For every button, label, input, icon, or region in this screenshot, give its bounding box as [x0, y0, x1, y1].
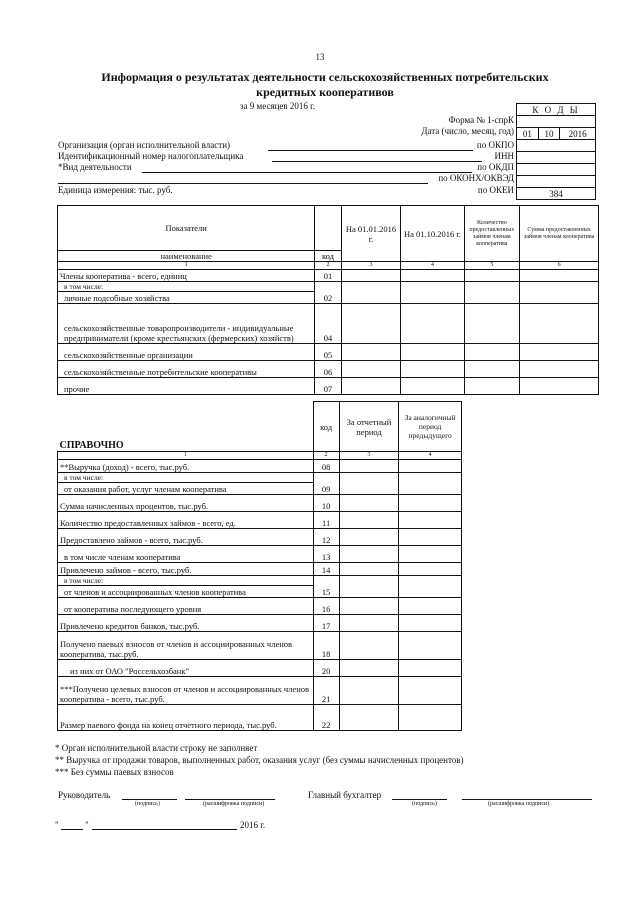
row-name: Привлечено займов - всего, тыс.руб. [58, 563, 314, 576]
page-number: 13 [315, 52, 325, 62]
row-code: 16 [313, 598, 339, 615]
value-cell[interactable] [401, 378, 464, 395]
row-code: 12 [313, 529, 339, 546]
okpo-label: по ОКПО [476, 140, 514, 150]
row-name: ***Получено целевых взносов от членов и ассоциированных членов кооператива - всего, тыс.руб. [58, 677, 314, 705]
sign-year: 2016 г. [240, 820, 266, 830]
value-cell[interactable] [339, 460, 399, 473]
members-table [57, 205, 599, 395]
value-cell[interactable] [339, 473, 399, 495]
row-code: 22 [313, 705, 339, 731]
okpo-cell[interactable] [517, 140, 596, 152]
col-date1: На 01.01.2016 г. [341, 206, 401, 262]
value-cell[interactable] [401, 282, 464, 304]
form-number-label: Форма № 1-спрК [448, 115, 514, 125]
codes-box [516, 103, 596, 200]
row-name: сельскохозяйственные товаропроизводители - индивидуальные предприниматели (кроме крестьянских (фермерских) хозяйств) [58, 304, 315, 344]
okonh-label: по ОКОНХ/ОКВЭД [438, 173, 514, 183]
value-cell[interactable] [464, 344, 520, 361]
value-cell[interactable] [399, 473, 462, 495]
value-cell[interactable] [339, 546, 399, 563]
col-num: 2 [313, 452, 339, 460]
value-cell[interactable] [464, 304, 520, 344]
head-signature-field[interactable] [122, 799, 177, 800]
head-name-field[interactable] [185, 799, 275, 800]
col-num: 1 [58, 262, 315, 270]
value-cell[interactable] [339, 529, 399, 546]
value-cell[interactable] [520, 270, 599, 282]
col-num: 6 [520, 262, 599, 270]
inn-field[interactable] [272, 161, 482, 162]
value-cell[interactable] [464, 378, 520, 395]
row-name: прочие [58, 378, 315, 395]
col-num: 3 [341, 262, 401, 270]
value-cell[interactable] [339, 660, 399, 677]
value-cell[interactable] [401, 304, 464, 344]
col-num: 1 [58, 452, 314, 460]
row-name: сельскохозяйственные организации [58, 344, 315, 361]
value-cell[interactable] [401, 270, 464, 282]
value-cell[interactable] [520, 361, 599, 378]
date-month-cell[interactable]: 10 [538, 128, 560, 140]
okei-label: по ОКЕИ [477, 185, 514, 195]
row-code: 05 [315, 344, 341, 361]
value-cell[interactable] [339, 677, 399, 705]
footnote-3: *** Без суммы паевых взносов [55, 767, 174, 777]
row-name: Количество предоставленных займов - всего, ед. [58, 512, 314, 529]
col-num: 4 [399, 452, 462, 460]
col-current: За отчетный период [339, 402, 399, 452]
col-num: 3 [339, 452, 399, 460]
okei-cell[interactable]: 384 [517, 188, 596, 200]
row-code: 20 [313, 660, 339, 677]
row-name: сельскохозяйственные потребительские кооперативы [58, 361, 315, 378]
accountant-name-field[interactable] [462, 799, 592, 800]
date-year-cell[interactable]: 2016 [560, 128, 596, 140]
okdp-cell[interactable] [517, 164, 596, 176]
value-cell[interactable] [339, 576, 399, 598]
unit-label: Единица измерения: тыс. руб. [58, 185, 173, 195]
value-cell[interactable] [399, 660, 462, 677]
reference-title: СПРАВОЧНО [58, 402, 314, 452]
col-num: 5 [464, 262, 520, 270]
inn-field-label: Идентификационный номер налогоплательщика [58, 151, 244, 161]
date-quote-open: " [55, 820, 59, 830]
value-cell[interactable] [399, 546, 462, 563]
row-code: 15 [313, 576, 339, 598]
col-previous: За аналогичный период предыдущего [399, 402, 462, 452]
value-cell[interactable] [339, 632, 399, 660]
row-code: 07 [315, 378, 341, 395]
row-name: в том числе: [58, 576, 314, 586]
col-date2: На 01.10.2016 г. [401, 206, 464, 262]
head-label: Руководитель [58, 790, 111, 800]
activity-field-line2[interactable] [58, 183, 428, 184]
row-code: 13 [313, 546, 339, 563]
row-name: в том числе: [58, 473, 314, 483]
value-cell[interactable] [339, 615, 399, 632]
value-cell[interactable] [401, 361, 464, 378]
organization-field[interactable] [268, 150, 473, 151]
row-name: от оказания работ, услуг членам кооператива [58, 483, 314, 495]
value-cell[interactable] [341, 344, 401, 361]
row-name: от членов и ассоциированных членов кооператива [58, 586, 314, 598]
chief-accountant-label: Главный бухгалтер [308, 790, 382, 800]
col-code: код [315, 251, 341, 262]
row-name: Члены кооператива - всего, единиц [58, 270, 315, 282]
row-code: 08 [313, 460, 339, 473]
activity-field[interactable] [142, 172, 472, 173]
value-cell[interactable] [399, 563, 462, 576]
report-period: за 9 месяцев 2016 г. [240, 101, 316, 111]
row-name: Предоставлено займов - всего, тыс.руб. [58, 529, 314, 546]
form-title-line2: кредитных кооперативов [256, 85, 394, 99]
footnote-2: ** Выручка от продажи товаров, выполненных работ, оказания услуг (без суммы начисленных процентов) [55, 755, 464, 765]
col-indicators: Показатели [58, 206, 315, 251]
row-name: **Выручка (доход) - всего, тыс.руб. [58, 460, 314, 473]
form-title-line1: Информация о результатах деятельности сельскохозяйственных потребительских [101, 70, 549, 84]
value-cell[interactable] [341, 378, 401, 395]
head-signature-caption: (подпись) [135, 801, 160, 807]
value-cell[interactable] [341, 304, 401, 344]
row-name: личные подсобные хозяйства [58, 292, 315, 304]
value-cell[interactable] [399, 512, 462, 529]
col-name: наименование [58, 251, 315, 262]
accountant-signature-caption: (подпись) [412, 801, 437, 807]
row-name: Привлечено кредитов банков, тыс.руб. [58, 615, 314, 632]
inn-cell[interactable] [517, 152, 596, 164]
row-name: от кооператива последующего уровня [58, 598, 314, 615]
value-cell[interactable] [399, 677, 462, 705]
codes-header: К О Д Ы [517, 104, 596, 116]
okonh-cell[interactable] [517, 176, 596, 188]
value-cell[interactable] [341, 282, 401, 304]
row-code: 04 [315, 304, 341, 344]
form-code-cell[interactable] [517, 116, 596, 128]
row-code: 09 [313, 473, 339, 495]
inn-label: ИНН [494, 151, 514, 161]
value-cell[interactable] [464, 270, 520, 282]
row-code: 14 [313, 563, 339, 576]
value-cell[interactable] [464, 361, 520, 378]
blank-cell [315, 206, 341, 251]
row-name: Получено паевых взносов от членов и ассоциированных членов кооператива, тыс.руб. [58, 632, 314, 660]
sign-month-field[interactable] [92, 829, 237, 830]
value-cell[interactable] [339, 512, 399, 529]
value-cell[interactable] [341, 361, 401, 378]
row-name: Размер паевого фонда на конец отчетного периода, тыс.руб. [58, 705, 314, 731]
row-name: в том числе: [58, 282, 315, 292]
value-cell[interactable] [399, 529, 462, 546]
reference-table [57, 401, 462, 731]
row-code: 11 [313, 512, 339, 529]
date-day-cell[interactable]: 01 [517, 128, 539, 140]
row-name: в том числе членам кооператива [58, 546, 314, 563]
value-cell[interactable] [520, 378, 599, 395]
value-cell[interactable] [399, 460, 462, 473]
value-cell[interactable] [341, 270, 401, 282]
col-count: Количество предоставленных займов членам кооператива [464, 206, 520, 262]
value-cell[interactable] [399, 615, 462, 632]
value-cell[interactable] [399, 705, 462, 731]
row-code: 06 [315, 361, 341, 378]
value-cell[interactable] [399, 495, 462, 512]
date-label: Дата (число, месяц, год) [421, 126, 514, 136]
row-code: 10 [313, 495, 339, 512]
value-cell[interactable] [520, 304, 599, 344]
value-cell[interactable] [339, 563, 399, 576]
value-cell[interactable] [339, 495, 399, 512]
sign-day-field[interactable] [61, 829, 83, 830]
accountant-decoding-caption: (расшифровка подписи) [488, 801, 550, 807]
col-code: код [313, 402, 339, 452]
okdp-label: по ОКДП [477, 162, 514, 172]
footnote-1: * Орган исполнительной власти строку не заполняет [55, 743, 258, 753]
value-cell[interactable] [401, 344, 464, 361]
activity-label: *Вид деятельности [58, 162, 132, 172]
row-name: из них от ОАО "Россельхозбанк" [58, 660, 314, 677]
value-cell[interactable] [399, 598, 462, 615]
row-code: 21 [313, 677, 339, 705]
row-code: 18 [313, 632, 339, 660]
row-code: 02 [315, 282, 341, 304]
col-num: 4 [401, 262, 464, 270]
date-quote-close: " [85, 820, 89, 830]
value-cell[interactable] [520, 282, 599, 304]
value-cell[interactable] [399, 632, 462, 660]
value-cell[interactable] [399, 576, 462, 598]
col-num: 2 [315, 262, 341, 270]
value-cell[interactable] [339, 705, 399, 731]
value-cell[interactable] [464, 282, 520, 304]
organization-label: Организация (орган исполнительной власти) [58, 140, 231, 150]
head-decoding-caption: (расшифровка подписи) [203, 801, 265, 807]
accountant-signature-field[interactable] [392, 799, 447, 800]
value-cell[interactable] [520, 344, 599, 361]
row-code: 01 [315, 270, 341, 282]
value-cell[interactable] [339, 598, 399, 615]
row-name: Сумма начисленных процентов, тыс.руб. [58, 495, 314, 512]
col-sum: Сумма предоставленных займов членам кооператива [520, 206, 599, 262]
row-code: 17 [313, 615, 339, 632]
